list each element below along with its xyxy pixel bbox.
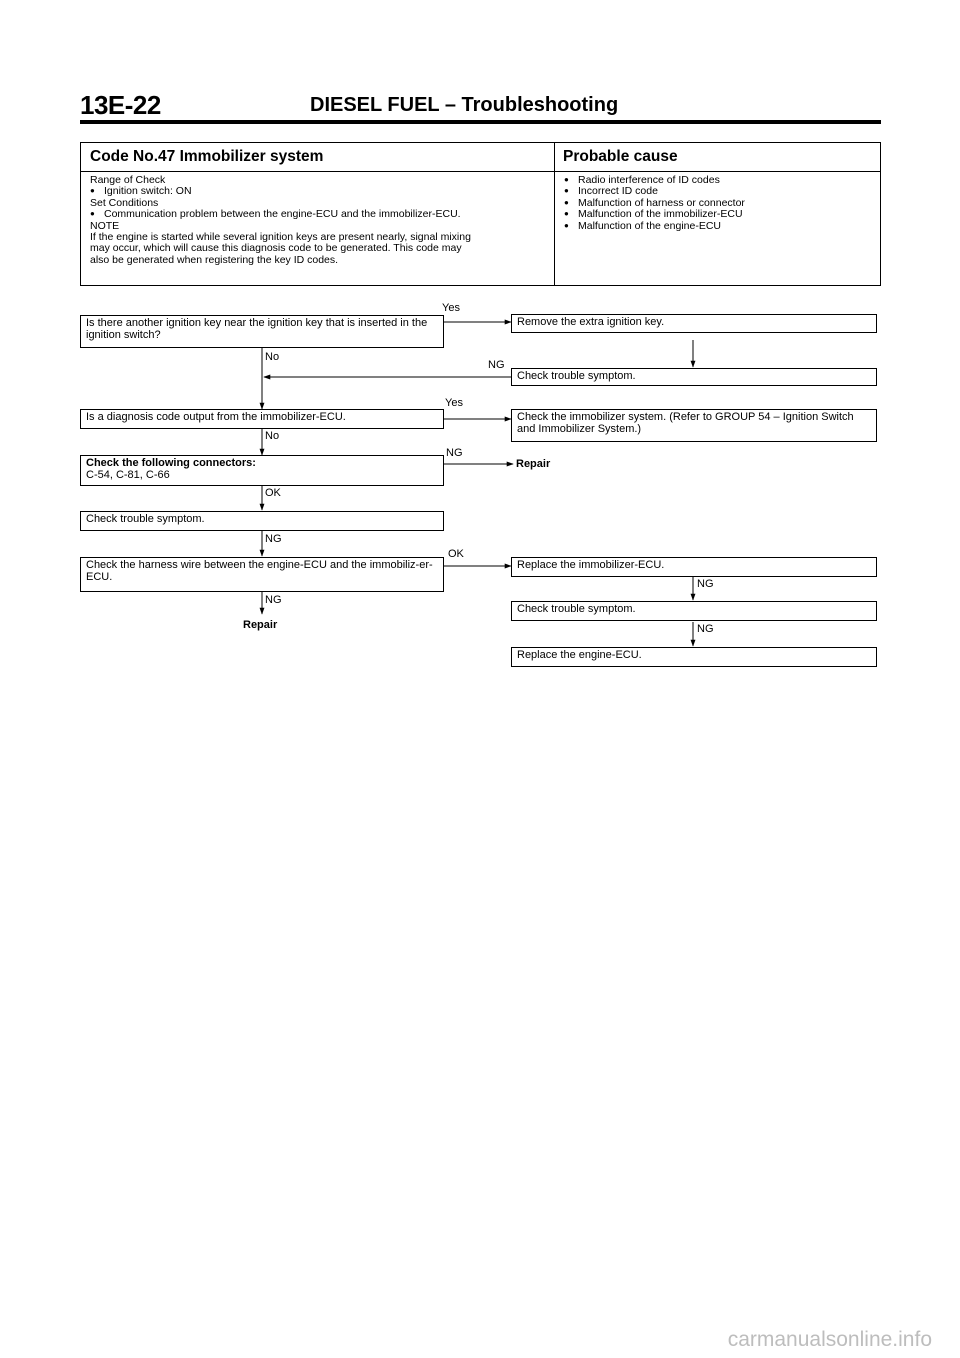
note-line: may occur, which will cause this diagnosis code to be generated. This code may [90,242,462,255]
set-conditions-item: ● Communication problem between the engine-ECU and the immobilizer-ECU. [90,209,471,220]
diagnosis-code-question-box: Is a diagnosis code output from the immobilizer-ECU. [80,409,444,429]
range-item: ● Ignition switch: ON [90,186,471,197]
repair-label: Repair [243,619,278,631]
range-label: Range of Check [90,174,166,186]
remove-extra-key-box: Remove the extra ignition key. [511,314,877,333]
check-trouble-symptom-box: Check trouble symptom. [80,511,444,531]
no-label: No [265,430,280,442]
check-harness-box: Check the harness wire between the engine-ECU and the immobiliz-er-ECU. [80,557,444,592]
connectors-title: Check the following connectors: [86,457,256,469]
ignition-key-question-box: Is there another ignition key near the ignition key that is inserted in the ignition switch? [80,315,444,348]
set-conditions-label: Set Conditions [90,196,159,209]
watermark: carmanualsonline.info [727,1328,932,1351]
cause-item: ● Malfunction of harness or connector [564,198,745,209]
ng-label: NG [265,594,282,606]
check-trouble-symptom-box: Check trouble symptom. [511,601,877,621]
yes-label: Yes [442,302,460,314]
ok-label: OK [265,487,281,499]
ng-label: NG [488,359,505,371]
ng-label: NG [265,533,282,545]
check-connectors-box [80,455,444,486]
cause-item: ● Incorrect ID code [564,186,745,197]
connectors-list: C-54, C-81, C-66 [86,468,170,481]
cause-item: ● Radio interference of ID codes [564,175,745,186]
cause-item: ● Malfunction of the immobilizer-ECU [564,209,745,220]
note-label: NOTE [90,219,120,232]
yes-label: Yes [445,397,463,409]
probable-cause-heading: Probable cause [563,148,678,165]
page-title: DIESEL FUEL – Troubleshooting [310,94,619,116]
ng-label: NG [446,447,463,459]
repair-label: Repair [516,458,551,470]
check-trouble-symptom-box: Check trouble symptom. [511,368,877,386]
ng-label: NG [697,623,714,635]
note-line: also be generated when registering the key ID codes. [90,253,339,266]
ng-label: NG [697,578,714,590]
check-immobilizer-system-box: Check the immobilizer system. (Refer to GROUP 54 – Ignition Switch and Immobilizer System.) [511,409,877,442]
no-label: No [265,351,280,363]
replace-engine-ecu-box: Replace the engine-ECU. [511,647,877,667]
replace-immobilizer-ecu-box: Replace the immobilizer-ECU. [511,557,877,577]
page-number: 13E-22 [80,90,161,120]
cause-item: ● Malfunction of the engine-ECU [564,221,745,232]
note-line: If the engine is started while several ignition keys are present nearly, signal mixing [90,231,471,244]
ok-label: OK [448,548,464,560]
code-heading: Code No.47 Immobilizer system [90,148,324,165]
